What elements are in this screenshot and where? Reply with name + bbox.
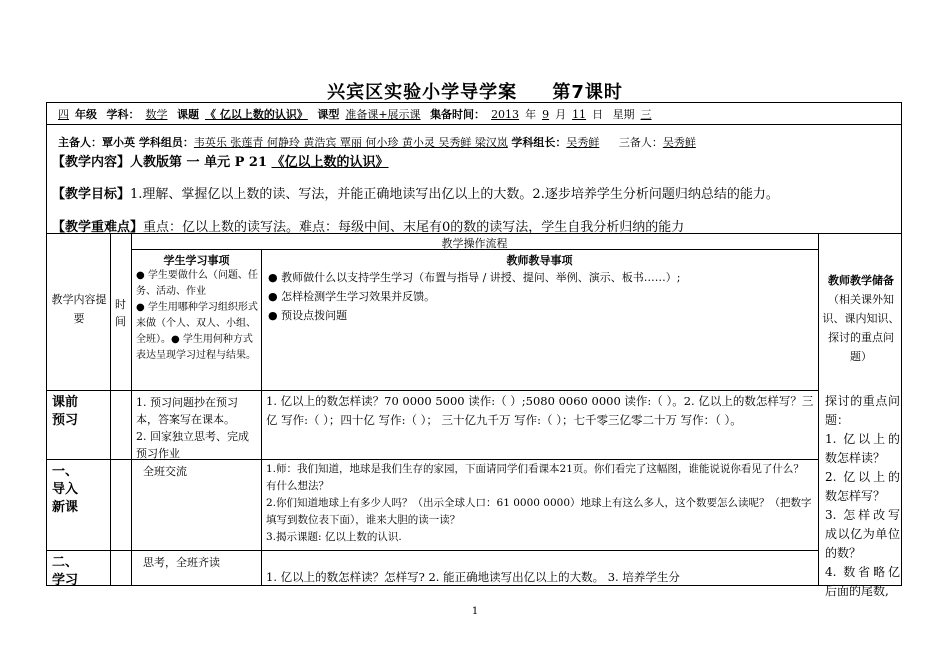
prep-row	[58, 134, 696, 150]
reserve-body: 探讨的重点问题： 1. 亿以上的数怎样读？ 2. 亿以上的数怎样写？ 3. 怎样改写成以亿为单位的数？ 4. 数省略亿后面的尾数,	[825, 394, 900, 598]
content-value: 人教版第 一 单元 P 21	[130, 155, 272, 170]
teacher-header: 教师教导事项	[506, 254, 573, 267]
table-col-line	[131, 233, 132, 586]
members-label: 学科组员：	[135, 136, 194, 149]
flow-header: 教学操作流程	[441, 237, 508, 250]
subject-label: 学科：	[106, 108, 140, 121]
student-header: 学生学习事项	[163, 254, 230, 267]
key-value: 重点：亿以上数的读写法。难点：每级中间、末尾有0的数的读写法，学生自我分析归纳的能力	[143, 220, 685, 235]
table-col-line	[818, 233, 819, 586]
month-unit: 月	[555, 108, 567, 121]
content-label: 【教学内容】	[52, 155, 131, 170]
divider	[46, 124, 902, 125]
members-value: 韦英乐 张莲青 何静玲 黄浩宾 覃丽 何小珍 黄小灵 吴秀鲜 梁汉岚	[193, 136, 508, 149]
month-value: 9	[542, 108, 550, 121]
col-content-header: 教学内容提要	[51, 293, 107, 325]
table-top-line	[46, 233, 902, 234]
school-title: 兴宾区实验小学导学案	[327, 82, 518, 103]
row-name: 二、 学习	[52, 555, 79, 588]
day-unit: 日	[592, 108, 604, 121]
header-row	[58, 106, 658, 122]
lesson-number: 第7课时	[552, 82, 623, 103]
day-value: 11	[572, 108, 587, 121]
week-label: 星期	[612, 108, 635, 121]
subject-value: 数学	[145, 108, 168, 121]
student-items: ● 学生要做什么（问题、任务、活动、作业 ● 学生用哪种学习组织形式来做（个人、双人、小组、全班）。● 学生用何种方式表达呈现学习过程与结果。	[136, 270, 258, 361]
teacher-items	[268, 268, 813, 325]
content-topic: 《亿以上数的认识》	[271, 155, 389, 170]
topic-value: 《 亿以上数的认识》	[205, 108, 308, 121]
row-student: 全班交流	[143, 465, 187, 478]
page-number: 1	[471, 606, 479, 617]
lead-value: 覃小英	[102, 136, 135, 149]
teacher-item: ● 预设点拨问题	[268, 309, 348, 322]
year-value: 2013	[491, 108, 520, 121]
table-row-line	[46, 390, 818, 391]
teacher-item: ● 怎样检测学生学习效果并反馈。	[268, 290, 436, 303]
row-name: 课前 预习	[52, 395, 79, 428]
grade-value: 四	[58, 108, 69, 121]
reserve-sub: （相关课外知识、课内知识、探讨的重点问题）	[822, 293, 900, 363]
head-value: 吴秀鲜	[566, 136, 600, 149]
teacher-item: ● 教师做什么以支持学生学习（布置与指导 / 讲授、提问、举例、演示、板书……）;	[268, 271, 681, 284]
row-teacher: 1. 亿以上的数怎样读？70 0000 5000 读作:（ ）;5080 0060 0000 读作:（ ）。2. 亿以上的数怎样写？三亿 写作:（ ）；四十亿 写作:（ ）； 三十亿九千万 写作:（ ）；七千零三亿零二十万 写作：（ ）。	[266, 394, 814, 427]
time-label: 集备时间：	[430, 108, 486, 121]
goal-label: 【教学目标】	[52, 187, 131, 202]
third-label: 三备人：	[618, 136, 663, 149]
row-student: 思考，全班齐读	[143, 556, 220, 569]
table-col-line	[261, 249, 262, 586]
content-section	[52, 151, 389, 170]
goal-section	[52, 183, 779, 202]
key-label: 【教学重难点】	[52, 220, 144, 235]
reserve-header: 教师教学储备	[828, 274, 894, 287]
head-label: 学科组长：	[511, 136, 567, 149]
table-col-line	[110, 233, 111, 586]
week-value: 三	[640, 108, 652, 121]
topic-label: 课题	[177, 108, 199, 121]
col-time-header: 时间	[115, 298, 126, 328]
grade-label: 年级	[75, 108, 97, 121]
third-value: 吴秀鲜	[662, 136, 696, 149]
row-name: 一、 导入 新课	[52, 464, 79, 515]
type-value: 准备课+展示课	[345, 108, 421, 121]
row-student: 1. 预习问题抄在预习本，答案写在课本。 2. 回家独立思考、完成预习作业	[136, 396, 249, 460]
year-unit: 年	[525, 108, 537, 121]
row-teacher: 1.师：我们知道，地球是我们生存的家园，下面请同学们看课本21页。你们看完了这幅图，谁能说说你看见了什么？有什么想法？ 2.你们知道地球上有多少人吗？（出示全球人口：61 0000 0000）地球上有这么多人，这个数要怎么读呢？（把数字填写到数位表下面），谁来大胆的读一读？ 3.揭示课题: 亿以上数的认识.	[266, 463, 812, 543]
table-row-line	[46, 550, 818, 551]
page-title	[0, 78, 950, 104]
lead-label: 主备人：	[58, 136, 102, 149]
goal-value: 1.理解、掌握亿以上数的读、写法，并能正确地读写出亿以上的大数。2.逐步培养学生分析问题归纳总结的能力。	[130, 187, 779, 202]
row-teacher: 1. 亿以上的数怎样读？怎样写? 2. 能正确地读写出亿以上的大数。 3. 培养学生分	[266, 570, 680, 584]
type-label: 课型	[317, 108, 340, 121]
